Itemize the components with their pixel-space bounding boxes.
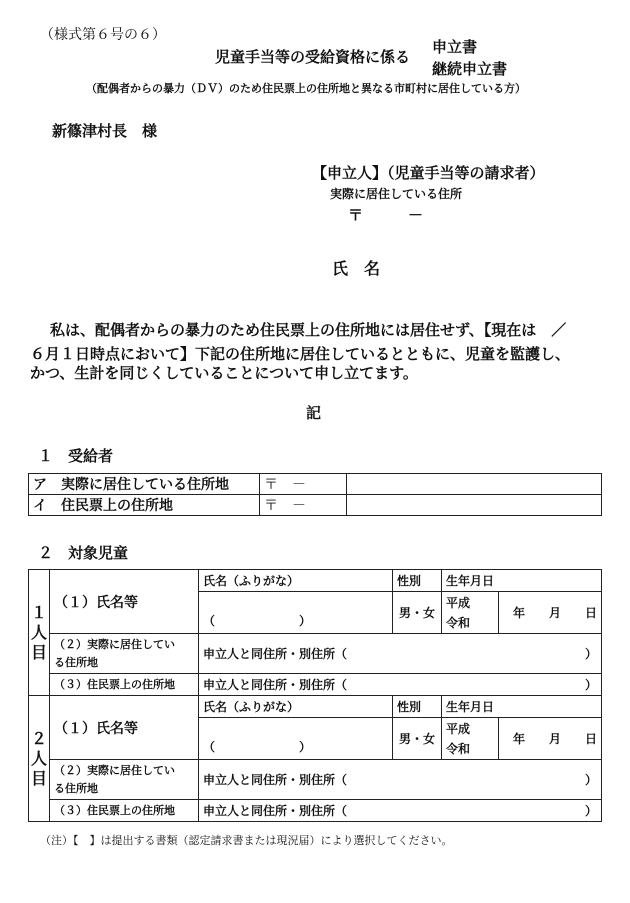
recipient-table	[28, 473, 602, 516]
statement-line-3: かつ、生計を同じくしていることについて申し立てます。	[30, 364, 418, 382]
child-residence-label: （２）実際に居住している住所地	[50, 634, 199, 674]
title-main: 児童手当等の受給資格に係る	[215, 48, 411, 66]
col-sex-header: 性別	[393, 696, 442, 718]
section2-heading: ２ 対象児童	[38, 544, 129, 562]
child-name-row-label: （１）氏名等	[50, 570, 199, 634]
title-option-continue: 継続申立書	[432, 60, 508, 78]
subtitle: （配偶者からの暴力（ＤＶ）のため住民票上の住所地と異なる市町村に居住している方）	[86, 82, 526, 95]
table-row	[29, 634, 602, 674]
children-table	[28, 569, 602, 822]
child-registered-label: （３）住民票上の住所地	[50, 674, 199, 696]
table-row	[29, 696, 602, 718]
statement-line-2: ６月１日時点において】下記の住所地に居住しているとともに、児童を監護し、	[30, 345, 571, 363]
table-row	[29, 570, 602, 592]
postal-mark: 〒 －	[348, 206, 424, 224]
addressee: 新篠津村長 様	[52, 122, 158, 140]
ki-heading: 記	[306, 404, 322, 422]
address-field[interactable]	[347, 474, 602, 495]
postal-field[interactable]: 〒 －	[260, 474, 347, 495]
footnote: （注）【 】は提出する書類（認定請求書または現況届）により選択してください。	[40, 834, 453, 847]
table-row	[29, 474, 602, 495]
child-residence-label: （２）実際に居住している住所地	[50, 760, 199, 800]
sex-field[interactable]: 男・女	[393, 718, 442, 760]
child-name-row-label: （１）氏名等	[50, 696, 199, 760]
col-name-header: 氏名（ふりがな）	[199, 570, 393, 592]
dob-field[interactable]: 年 月 日	[499, 718, 602, 760]
name-furigana-field[interactable]: （ ）	[199, 592, 393, 634]
child-registered-label: （３）住民票上の住所地	[50, 800, 199, 822]
era-field[interactable]: 平成 令和	[442, 718, 499, 760]
section1-heading: １ 受給者	[38, 447, 114, 465]
table-row	[29, 674, 602, 696]
col-dob-header: 生年月日	[442, 570, 602, 592]
col-dob-header: 生年月日	[442, 696, 602, 718]
dob-field[interactable]: 年 月 日	[499, 592, 602, 634]
col-sex-header: 性別	[393, 570, 442, 592]
form-number: （様式第６号の６）	[40, 27, 166, 43]
child-registered-field[interactable]: 申立人と同住所・別住所（ ）	[199, 674, 602, 696]
child-index-label: １人目	[29, 570, 50, 696]
sex-field[interactable]: 男・女	[393, 592, 442, 634]
name-label: 氏 名	[332, 259, 381, 278]
child-residence-field[interactable]: 申立人と同住所・別住所（ ）	[199, 634, 602, 674]
address-field[interactable]	[347, 495, 602, 516]
row-label: イ 住民票上の住所地	[29, 495, 260, 516]
postal-field[interactable]: 〒 －	[260, 495, 347, 516]
child-index-label: ２人目	[29, 696, 50, 822]
applicant-heading: 【申立人】（児童手当等の請求者）	[312, 164, 545, 182]
table-row	[29, 495, 602, 516]
name-furigana-field[interactable]: （ ）	[199, 718, 393, 760]
child-residence-field[interactable]: 申立人と同住所・別住所（ ）	[199, 760, 602, 800]
table-row	[29, 760, 602, 800]
applicant-address-label: 実際に居住している住所	[330, 187, 463, 201]
title-option-apply: 申立書	[432, 38, 478, 56]
col-name-header: 氏名（ふりがな）	[199, 696, 393, 718]
era-field[interactable]: 平成 令和	[442, 592, 499, 634]
row-label: ア 実際に居住している住所地	[29, 474, 260, 495]
child-registered-field[interactable]: 申立人と同住所・別住所（ ）	[199, 800, 602, 822]
statement-line-1: 私は、配偶者からの暴力のため住民票上の住所地には居住せず、【現在は ／	[50, 321, 567, 339]
table-row	[29, 800, 602, 822]
